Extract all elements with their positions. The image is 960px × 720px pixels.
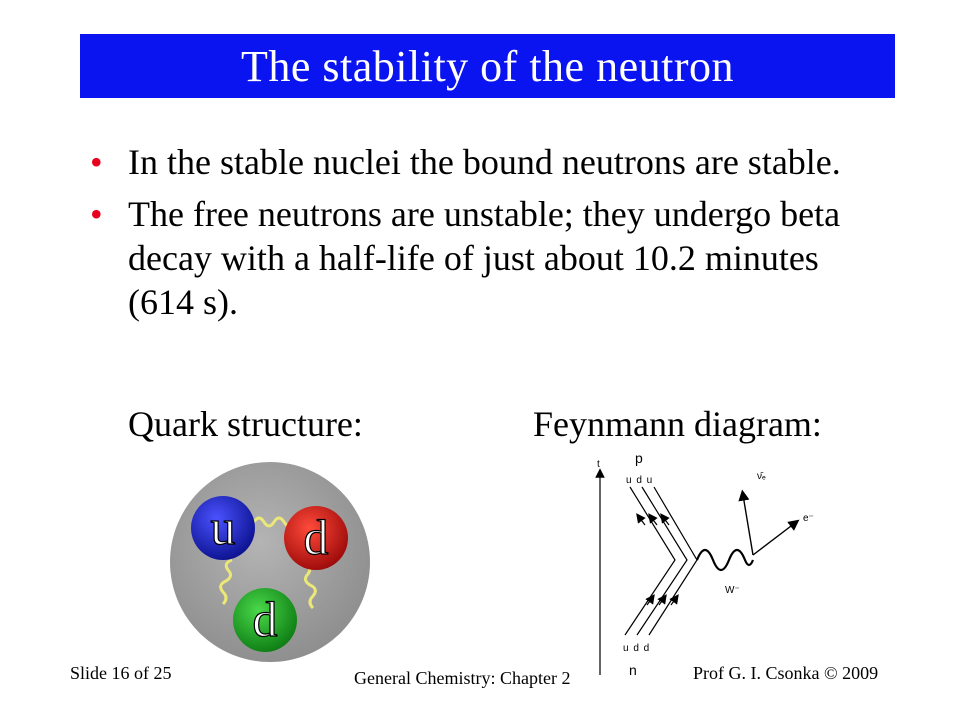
bullet-text: The free neutrons are unstable; they undergo beta decay with a half-life of just about 10.2 minutes (614 s). [128, 194, 841, 322]
electron-label: e⁻ [803, 513, 814, 524]
up-quark-label: u [210, 499, 236, 555]
proton-quarks-label: u d u [626, 475, 654, 486]
feynman-diagram [585, 445, 835, 680]
electron-line [753, 523, 795, 555]
bullet-list [88, 140, 888, 332]
proton-label: p [635, 450, 643, 466]
neutron-label: n [629, 662, 637, 678]
down-quark-top-label: d [303, 509, 329, 565]
quark-line [637, 487, 687, 635]
quark-arrow [639, 517, 645, 525]
slide-title: The stability of the neutron [241, 41, 734, 91]
antineutrino-label: ν̄ₑ [757, 471, 766, 482]
author-footer: Prof G. I. Csonka © 2009 [693, 663, 879, 683]
w-boson-line [697, 550, 753, 570]
quark-structure-diagram [168, 460, 372, 664]
bullet-icon: • [90, 194, 103, 234]
bullet-item [88, 140, 888, 184]
bullet-text: In the stable nuclei the bound neutrons are stable. [128, 142, 841, 182]
bullet-icon: • [90, 142, 103, 182]
diagram-labels [128, 402, 888, 446]
quark-arrow [651, 517, 657, 525]
feynman-diagram-label: Feynmann diagram: [533, 404, 822, 444]
down-quark-bottom-label: d [252, 591, 278, 647]
neutron-quarks-label: u d d [623, 643, 651, 654]
antineutrino-line [743, 495, 753, 555]
course-footer: General Chemistry: Chapter 2 [354, 668, 571, 688]
bullet-item [88, 192, 888, 324]
w-boson-label: W⁻ [725, 585, 740, 596]
slide-number: Slide 16 of 25 [70, 663, 172, 683]
title-bar [80, 34, 895, 98]
quark-arrow [663, 517, 669, 525]
quark-structure-label: Quark structure: [128, 404, 363, 444]
time-axis-label: t [597, 459, 600, 470]
